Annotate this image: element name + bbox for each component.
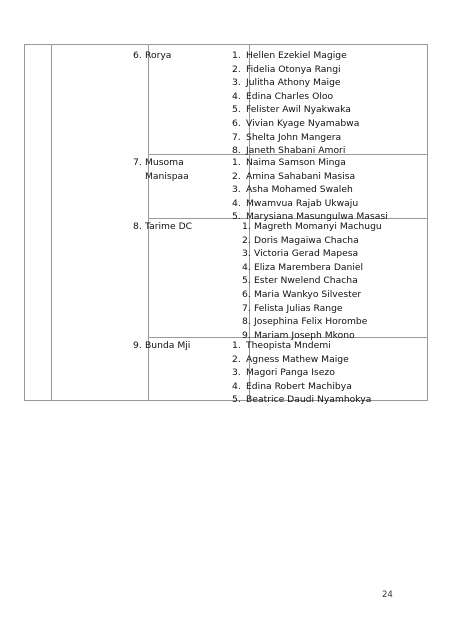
list-item: 2. Agness Mathew Maige [232, 353, 349, 365]
member-list [242, 220, 382, 342]
list-item: 8. Janeth Shabani Amori [232, 145, 346, 157]
list-item: 5. Felister Awil Nyakwaka [232, 104, 351, 116]
district-cell [133, 49, 171, 63]
list-item: 8. Josephina Felix Horombe [242, 316, 368, 328]
district-number: 7. [133, 157, 142, 168]
district-name: Bunda Mji [145, 340, 191, 351]
list-item: 6. Vivian Kyage Nyamabwa [232, 117, 360, 129]
district-name: Musoma [145, 157, 184, 168]
list-item: 5. Beatrice Daudi Nyamhokya [232, 394, 372, 406]
district-number: 6. [133, 50, 142, 61]
district-cell [133, 339, 190, 353]
list-item: 5. Ester Nwelend Chacha [242, 275, 358, 287]
list-item: 4. Edina Robert Machibya [232, 380, 352, 392]
member-list [232, 339, 371, 407]
member-list [232, 156, 388, 224]
list-item: 2. Amina Sahabani Masisa [232, 170, 356, 182]
list-item: 7. Felista Julias Range [242, 302, 343, 314]
district-number: 8. [133, 221, 142, 232]
district-name: Tarime DC [145, 221, 193, 232]
list-item: 2. Doris Magaiwa Chacha [242, 234, 359, 246]
district-name-continued: Manispaa [145, 170, 189, 182]
district-cell [133, 220, 192, 234]
member-list [232, 49, 359, 158]
list-item: 2. Fidelia Otonya Rangi [232, 63, 341, 75]
list-item: 1. Theopista Mndemi [232, 340, 331, 351]
list-item: 3. Victoria Gerad Mapesa [242, 248, 359, 260]
list-item: 3. Julitha Athony Maige [232, 77, 341, 89]
district-cell [133, 156, 189, 183]
column-divider [51, 45, 52, 400]
list-item: 3. Asha Mohamed Swaleh [232, 184, 353, 196]
district-number: 9. [133, 340, 142, 351]
list-item: 7. Shelta John Mangera [232, 131, 342, 143]
district-name: Rorya [145, 50, 172, 61]
list-item: 1. Magreth Momanyi Machugu [242, 221, 382, 232]
list-item: 3. Magori Panga Isezo [232, 367, 335, 379]
list-item: 1. Naima Samson Minga [232, 157, 346, 168]
list-item: 5. Marysiana Masungulwa Masasi [232, 211, 388, 223]
list-item: 1. Hellen Ezekiel Magige [232, 50, 347, 61]
list-item: 4. Edina Charles Oloo [232, 90, 334, 102]
list-item: 6. Maria Wankyo Silvester [242, 288, 362, 300]
list-item: 4. Mwamvua Rajab Ukwaju [232, 197, 359, 209]
list-item: 4. Eliza Marembera Daniel [242, 261, 364, 273]
list-item: 9. Mariam Joseph Mkono [242, 329, 355, 341]
page-number: 24 [382, 590, 393, 600]
